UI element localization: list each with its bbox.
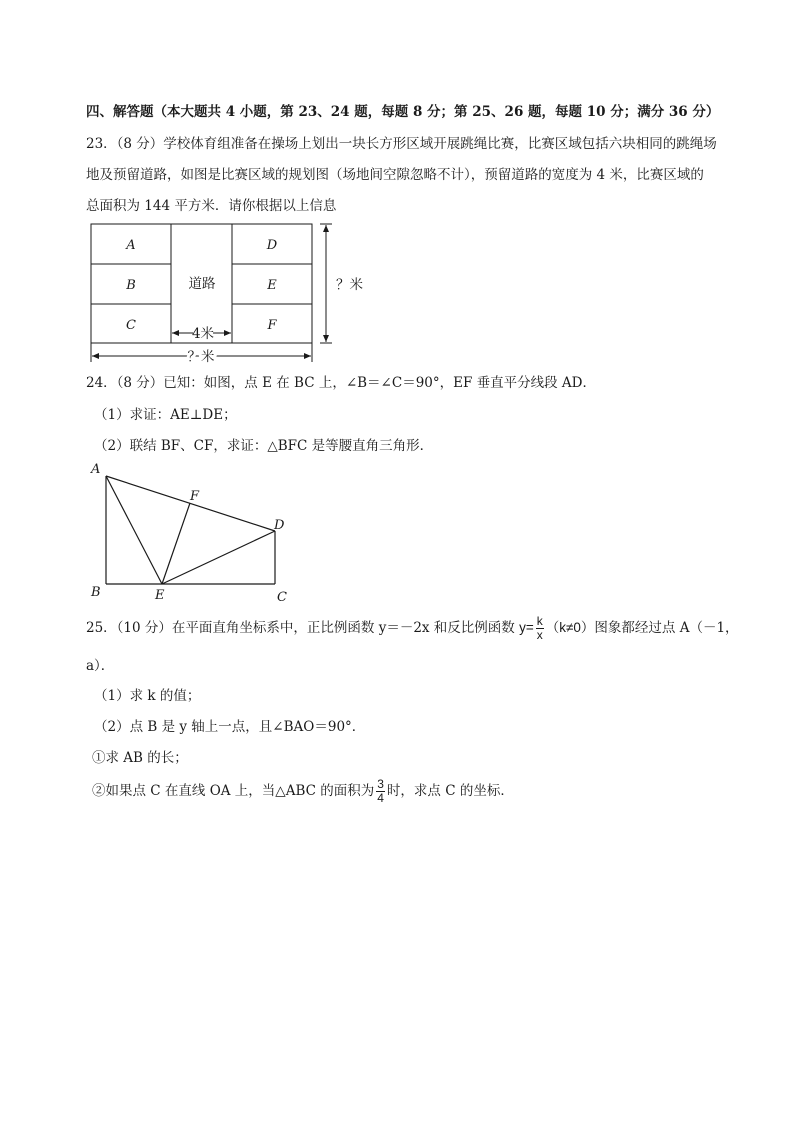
q24-part2: （2）联结 BF、CF，求证：△BFC 是等腰直角三角形．	[94, 438, 434, 454]
section-heading: 四、解答题（本大题共 4 小题，第 23、24 题，每题 8 分；第 25、26 题，每题 10 分；满分 36 分）	[86, 104, 720, 120]
q25-sub1: ①求 AB 的长；	[92, 750, 188, 766]
q25-stem	[86, 614, 739, 642]
q25-stem-text: 25．（10 分）在平面直角坐标系中，正比例函数 y＝－2x 和反比例函数	[86, 620, 520, 636]
height-label: ？米	[336, 277, 363, 293]
q25-function-numerator: k	[536, 614, 543, 628]
q25-area-numerator: 3	[377, 777, 384, 791]
q23-line2: 地及预留道路，如图是比赛区域的规划图（场地间空隙忽略不计），预留道路的宽度为 4 米，比赛区域的	[86, 167, 704, 183]
q25-function-prefix: y=	[519, 620, 534, 635]
field-cell-d: D	[266, 238, 278, 253]
point-e-label: E	[155, 588, 165, 603]
width-label: ？米	[187, 349, 215, 365]
point-d-label: D	[274, 518, 285, 533]
q25-sub2	[92, 777, 514, 805]
q23-line1: 23．（8 分）学校体育组准备在操场上划出一块长方形区域开展跳绳比赛，比赛区域包括六块相同的跳绳场	[86, 136, 717, 152]
q25-stem-continued: a）．	[86, 658, 115, 674]
q25-function-denominator: x	[536, 628, 543, 642]
field-cell-b: B	[126, 278, 136, 293]
q24-part1: （1）求证：AE⊥DE；	[94, 407, 237, 423]
q25-part2: （2）点 B 是 y 轴上一点，且∠BAO＝90°．	[94, 719, 366, 735]
point-b-label: B	[91, 585, 101, 600]
field-cell-c: C	[126, 318, 136, 333]
point-c-label: C	[277, 590, 287, 605]
road-width-label: 4米	[191, 326, 215, 342]
q25-area-fraction	[376, 778, 385, 805]
field-cell-e: E	[267, 278, 277, 293]
field-cell-f: F	[267, 318, 277, 333]
q25-part1: （1）求 k 的值；	[94, 688, 201, 704]
q25-area-denominator: 4	[377, 791, 384, 805]
point-a-label: A	[91, 462, 101, 477]
q25-function-condition: （k≠0）	[545, 620, 595, 635]
road-label: 道路	[188, 276, 216, 292]
q23-line3: 总面积为 144 平方米．请你根据以上信息	[86, 198, 337, 214]
q25-stem-tail: 图象都经过点 A（－1，	[594, 620, 739, 636]
q25-function-fraction	[536, 615, 544, 642]
point-f-label: F	[190, 489, 200, 504]
q25-sub2-text: ②如果点 C 在直线 OA 上，当△ABC 的面积为	[92, 783, 375, 799]
field-cell-a: A	[126, 238, 136, 253]
q25-sub2-tail: 时，求点 C 的坐标．	[386, 783, 514, 799]
q24-stem: 24．（8 分）已知：如图，点 E 在 BC 上，∠B＝∠C＝90°，EF 垂直平分线段 AD．	[86, 375, 597, 391]
